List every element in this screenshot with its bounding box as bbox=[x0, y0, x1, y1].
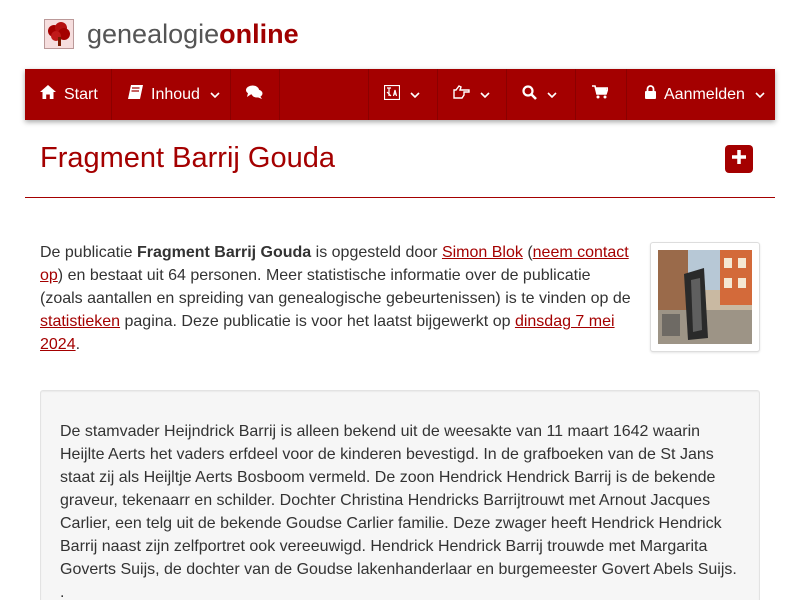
publication-name: Fragment Barrij Gouda bbox=[136, 244, 312, 261]
nav-start[interactable] bbox=[25, 69, 112, 120]
plus-icon bbox=[731, 149, 747, 170]
home-icon bbox=[40, 85, 56, 104]
intro-text-4: ) en bestaat uit 64 personen. Meer statistische informatie over de publicatie (zoals aantallen en spreiding van genealogische gebeurtenissen) is te vinden op de bbox=[40, 267, 631, 307]
intro-text-2: is opgesteld door bbox=[311, 244, 442, 261]
chevron-down-icon bbox=[547, 92, 557, 98]
main-navbar bbox=[25, 69, 775, 120]
page-header bbox=[25, 140, 775, 198]
chevron-down-icon bbox=[755, 92, 765, 98]
nav-spacer bbox=[280, 69, 369, 120]
contact-link[interactable]: neem contact op bbox=[40, 244, 629, 284]
intro-text-5: pagina. Deze publicatie is voor het laatst bijgewerkt op bbox=[120, 313, 515, 330]
publication-description: De stamvader Heijndrick Barrij is alleen bekend uit de weesakte van 11 maart 1642 waarin Heijlte Aerts het vaders erfdeel voor de kinderen bevestigd. In de grafboeken van de St Jans staat zij als Heijltje Aerts Bosboom vermeld. De zoon Hendrick Hendrick Barrij is de bekende graveur, tekenaarr en schilder. Dochter Christina Hendricks Barrijtrouwt met Arnout Jacques Carlier, een telg uit de bekende Goudse Carlier familie. Deze zwager heeft Hendrick Hendrick Barrij naast zijn zelfportret ook vereeuwigd. Hendrick Hendrick Barrij trouwde met Margarita Goverts Suijs, de dochter van de Goudse lakenhanderlaar en burgemeester Govert Abels Suijs. . bbox=[40, 390, 760, 600]
chevron-down-icon bbox=[210, 92, 220, 98]
nav-hand[interactable] bbox=[438, 69, 507, 120]
nav-inhoud[interactable] bbox=[112, 69, 231, 120]
updated-date-link[interactable]: dinsdag 7 mei 2024 bbox=[40, 313, 615, 353]
nav-cart[interactable] bbox=[576, 69, 627, 120]
nav-search[interactable] bbox=[507, 69, 576, 120]
tree-logo-icon bbox=[44, 19, 74, 49]
site-name-part2: online bbox=[219, 19, 299, 49]
nav-aanmelden-label: Aanmelden bbox=[664, 85, 745, 103]
chevron-down-icon bbox=[480, 92, 490, 98]
intro-text-3: ( bbox=[527, 244, 533, 261]
language-icon bbox=[384, 85, 400, 105]
site-name bbox=[87, 19, 299, 49]
author-link[interactable]: Simon Blok bbox=[441, 244, 523, 261]
publication-photo bbox=[658, 250, 752, 344]
page-title: Fragment Barrij Gouda bbox=[40, 142, 335, 174]
publication-intro bbox=[40, 241, 635, 356]
site-name-part1: genealogie bbox=[87, 19, 220, 49]
comments-icon bbox=[246, 85, 263, 104]
hand-pointer-icon bbox=[453, 85, 470, 104]
nav-language[interactable] bbox=[369, 69, 438, 120]
intro-text-6: . bbox=[75, 336, 81, 353]
chevron-down-icon bbox=[410, 92, 420, 98]
nav-start-label: Start bbox=[64, 85, 98, 103]
search-icon bbox=[522, 85, 537, 105]
nav-inhoud-label: Inhoud bbox=[151, 85, 200, 103]
statistics-link[interactable]: statistieken bbox=[40, 313, 121, 330]
intro-text-1: De publicatie bbox=[40, 244, 137, 261]
lock-icon bbox=[645, 85, 656, 104]
book-icon bbox=[128, 85, 143, 104]
add-button[interactable] bbox=[725, 145, 753, 173]
nav-aanmelden[interactable] bbox=[627, 69, 775, 120]
publication-thumbnail[interactable] bbox=[650, 242, 760, 352]
site-logo[interactable] bbox=[44, 19, 299, 49]
nav-forum[interactable] bbox=[231, 69, 280, 120]
cart-icon bbox=[592, 85, 608, 104]
